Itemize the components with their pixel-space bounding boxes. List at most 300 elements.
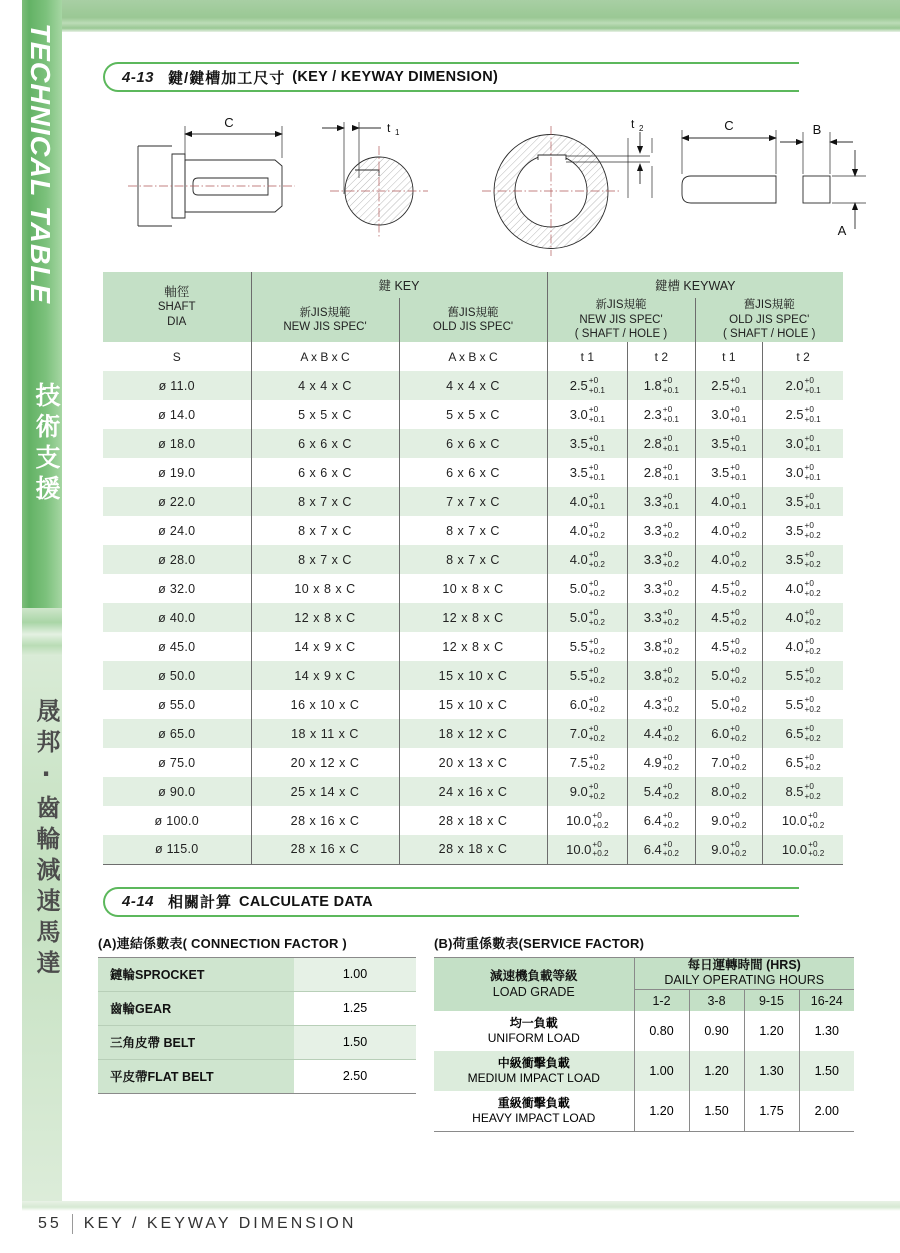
tolerance-limits bbox=[589, 463, 605, 481]
cell-shaft-dia: ø 55.0 bbox=[103, 690, 251, 719]
cell-key-new-jis: 10 x 8 x C bbox=[251, 574, 399, 603]
tolerance-nominal: 8.5 bbox=[785, 784, 804, 799]
tolerance-lower: +0.2 bbox=[804, 762, 821, 772]
tolerance-lower: +0.1 bbox=[804, 443, 821, 453]
tolerance-value bbox=[711, 724, 746, 742]
tolerance-lower: +0.1 bbox=[588, 414, 605, 424]
header-keyway-new-jis bbox=[547, 298, 695, 342]
tolerance-nominal: 4.4 bbox=[643, 726, 662, 741]
tolerance-nominal: 3.8 bbox=[643, 639, 662, 654]
tolerance-value bbox=[711, 492, 746, 510]
tolerance-lower: +0.1 bbox=[804, 385, 821, 395]
cell-key-old-jis: 15 x 10 x C bbox=[399, 661, 547, 690]
header-hours-col: 16-24 bbox=[799, 989, 854, 1011]
symbol-cell: t 2 bbox=[628, 342, 695, 371]
tolerance-upper: +0 bbox=[730, 695, 740, 705]
tolerance-value bbox=[644, 666, 679, 684]
tolerance-value bbox=[644, 695, 679, 713]
tolerance-limits bbox=[730, 521, 746, 539]
tolerance-lower: +0.1 bbox=[588, 385, 605, 395]
tolerance-nominal: 4.0 bbox=[711, 494, 730, 509]
cell-key-new-jis: 14 x 9 x C bbox=[251, 661, 399, 690]
cell-keyway-new-t1 bbox=[547, 719, 628, 748]
tolerance-upper: +0 bbox=[588, 521, 599, 531]
table-row bbox=[103, 603, 843, 632]
tolerance-lower: +0.1 bbox=[730, 472, 747, 482]
tolerance-lower: +0.2 bbox=[592, 820, 609, 830]
tolerance-limits bbox=[805, 666, 821, 684]
tolerance-value bbox=[785, 753, 820, 771]
tolerance-nominal: 4.9 bbox=[643, 755, 662, 770]
tolerance-upper: +0 bbox=[730, 463, 740, 473]
cell-key-old-jis: 5 x 5 x C bbox=[399, 400, 547, 429]
page-number: 55 bbox=[38, 1215, 62, 1232]
cell-keyway-old-t1 bbox=[695, 603, 763, 632]
cell-keyway-old-t1 bbox=[695, 777, 763, 806]
header-key-new-jis bbox=[251, 298, 399, 342]
tolerance-nominal: 6.5 bbox=[785, 755, 804, 770]
cell-keyway-new-t2 bbox=[628, 806, 695, 835]
tolerance-limits bbox=[589, 550, 605, 568]
tolerance-lower: +0.2 bbox=[662, 617, 679, 627]
connection-factor-name: 齒輪GEAR bbox=[98, 991, 294, 1025]
tolerance-upper: +0 bbox=[730, 492, 740, 502]
tolerance-limits bbox=[730, 579, 746, 597]
tolerance-lower: +0.2 bbox=[588, 791, 605, 801]
cell-shaft-dia: ø 14.0 bbox=[103, 400, 251, 429]
tolerance-limits bbox=[730, 840, 746, 858]
tolerance-upper: +0 bbox=[730, 550, 740, 560]
tolerance-nominal: 7.0 bbox=[711, 755, 730, 770]
tolerance-nominal: 1.8 bbox=[643, 378, 662, 393]
tolerance-upper: +0 bbox=[804, 724, 814, 734]
cell-keyway-new-t1 bbox=[547, 632, 628, 661]
header-load-grade-en: LOAD GRADE bbox=[492, 985, 575, 1000]
tolerance-value bbox=[711, 637, 746, 655]
cell-keyway-new-t1 bbox=[547, 545, 628, 574]
tolerance-value bbox=[782, 840, 824, 858]
tolerance-value bbox=[570, 463, 605, 481]
tolerance-nominal: 3.0 bbox=[569, 407, 588, 422]
cell-key-old-jis: 12 x 8 x C bbox=[399, 603, 547, 632]
service-grade-en: HEAVY IMPACT LOAD bbox=[472, 1111, 596, 1125]
header-shaft-en2: DIA bbox=[167, 316, 187, 329]
tolerance-value bbox=[644, 579, 679, 597]
tolerance-nominal: 3.3 bbox=[643, 494, 662, 509]
cell-keyway-new-t2 bbox=[628, 690, 695, 719]
footer-title: KEY / KEYWAY DIMENSION bbox=[83, 1215, 357, 1232]
tolerance-value bbox=[711, 579, 746, 597]
tolerance-value bbox=[785, 608, 820, 626]
page-footer bbox=[38, 1214, 356, 1234]
tolerance-lower: +0.2 bbox=[730, 733, 747, 743]
tolerance-nominal: 10.0 bbox=[566, 841, 592, 857]
tolerance-upper: +0 bbox=[662, 782, 673, 792]
tolerance-upper: +0 bbox=[662, 695, 673, 705]
calc-section-number: 4-14 bbox=[122, 893, 155, 910]
cell-keyway-old-t2 bbox=[763, 777, 843, 806]
cell-keyway-new-t2 bbox=[628, 603, 695, 632]
tolerance-nominal: 2.0 bbox=[785, 378, 804, 393]
service-factor-head bbox=[434, 957, 854, 1011]
cell-key-old-jis: 15 x 10 x C bbox=[399, 690, 547, 719]
tolerance-value bbox=[570, 492, 605, 510]
tolerance-nominal: 3.0 bbox=[711, 407, 730, 422]
tolerance-limits bbox=[663, 753, 679, 771]
table-head bbox=[103, 272, 843, 342]
tolerance-value bbox=[644, 550, 679, 568]
cell-keyway-old-t2 bbox=[763, 371, 843, 400]
tolerance-limits bbox=[730, 550, 746, 568]
tolerance-lower: +0.2 bbox=[730, 559, 747, 569]
table-row bbox=[103, 429, 843, 458]
cell-key-old-jis: 28 x 18 x C bbox=[399, 835, 547, 864]
service-factor-value: 1.30 bbox=[744, 1051, 799, 1091]
tolerance-lower: +0.1 bbox=[730, 501, 747, 511]
tolerance-value bbox=[785, 376, 820, 394]
cell-keyway-old-t2 bbox=[763, 806, 843, 835]
tolerance-nominal: 4.5 bbox=[711, 639, 730, 654]
tolerance-limits bbox=[589, 492, 605, 510]
tolerance-value bbox=[711, 608, 746, 626]
service-factor-value: 1.00 bbox=[634, 1051, 689, 1091]
tolerance-value bbox=[570, 637, 605, 655]
tolerance-nominal: 4.0 bbox=[711, 523, 730, 538]
tolerance-upper: +0 bbox=[804, 492, 814, 502]
tolerance-lower: +0.2 bbox=[730, 588, 747, 598]
tolerance-nominal: 10.0 bbox=[781, 841, 808, 857]
cell-keyway-old-t2 bbox=[763, 719, 843, 748]
tolerance-limits bbox=[589, 782, 605, 800]
tolerance-lower: +0.2 bbox=[730, 617, 747, 627]
tolerance-limits bbox=[730, 695, 746, 713]
tolerance-lower: +0.2 bbox=[588, 733, 605, 743]
tolerance-limits bbox=[805, 550, 821, 568]
tolerance-limits bbox=[730, 492, 746, 510]
tolerance-upper: +0 bbox=[662, 376, 673, 386]
svg-text:A: A bbox=[837, 223, 847, 238]
cell-keyway-old-t1 bbox=[695, 487, 763, 516]
tolerance-limits bbox=[805, 492, 821, 510]
connection-factor-row bbox=[98, 1059, 416, 1093]
tolerance-lower: +0.2 bbox=[808, 820, 825, 830]
cell-key-new-jis: 8 x 7 x C bbox=[251, 545, 399, 574]
cell-key-old-jis: 4 x 4 x C bbox=[399, 371, 547, 400]
tolerance-value bbox=[566, 811, 608, 829]
header-keyway-old-shafthole: ( SHAFT / HOLE ) bbox=[723, 328, 816, 341]
tolerance-upper: +0 bbox=[730, 521, 740, 531]
tolerance-value bbox=[570, 376, 605, 394]
tolerance-limits bbox=[805, 376, 821, 394]
cell-key-old-jis: 6 x 6 x C bbox=[399, 458, 547, 487]
tolerance-upper: +0 bbox=[662, 492, 673, 502]
cell-key-old-jis: 18 x 12 x C bbox=[399, 719, 547, 748]
tolerance-limits bbox=[589, 666, 605, 684]
tolerance-value bbox=[644, 753, 679, 771]
header-hours-col: 9-15 bbox=[744, 989, 799, 1011]
tolerance-value bbox=[644, 376, 679, 394]
cell-keyway-old-t1 bbox=[695, 458, 763, 487]
header-load-grade-cn: 減速機負載等級 bbox=[489, 969, 578, 984]
tolerance-limits bbox=[730, 405, 746, 423]
sidebar-brand-chinese: 技術支援 bbox=[32, 382, 60, 506]
cell-shaft-dia: ø 45.0 bbox=[103, 632, 251, 661]
tolerance-upper: +0 bbox=[662, 840, 673, 850]
symbol-cell: t 1 bbox=[547, 342, 628, 371]
tolerance-lower: +0.1 bbox=[730, 443, 747, 453]
tolerance-value bbox=[711, 376, 746, 394]
tolerance-nominal: 5.5 bbox=[785, 697, 804, 712]
tolerance-lower: +0.2 bbox=[804, 588, 821, 598]
cell-keyway-new-t2 bbox=[628, 371, 695, 400]
tolerance-limits bbox=[663, 463, 679, 481]
tolerance-lower: +0.2 bbox=[662, 704, 679, 714]
cell-keyway-new-t2 bbox=[628, 545, 695, 574]
cell-key-new-jis: 12 x 8 x C bbox=[251, 603, 399, 632]
table-row bbox=[103, 545, 843, 574]
tolerance-upper: +0 bbox=[662, 579, 673, 589]
tolerance-lower: +0.1 bbox=[804, 472, 821, 482]
cell-key-new-jis: 14 x 9 x C bbox=[251, 632, 399, 661]
header-keyway-new-shafthole: ( SHAFT / HOLE ) bbox=[574, 328, 668, 341]
tolerance-lower: +0.1 bbox=[804, 414, 821, 424]
cell-key-old-jis: 20 x 13 x C bbox=[399, 748, 547, 777]
tolerance-limits bbox=[589, 753, 605, 771]
tolerance-upper: +0 bbox=[730, 405, 740, 415]
tolerance-value bbox=[570, 753, 605, 771]
header-key-new-jis-cn: 新JIS規範 bbox=[299, 306, 351, 319]
tolerance-lower: +0.2 bbox=[592, 849, 609, 859]
tolerance-value bbox=[785, 637, 820, 655]
tolerance-limits bbox=[663, 811, 679, 829]
tolerance-lower: +0.2 bbox=[730, 762, 747, 772]
tolerance-value bbox=[785, 666, 820, 684]
tolerance-lower: +0.2 bbox=[588, 704, 605, 714]
cell-keyway-old-t1 bbox=[695, 516, 763, 545]
tolerance-value bbox=[711, 521, 746, 539]
cell-key-new-jis: 18 x 11 x C bbox=[251, 719, 399, 748]
connection-factor-name: 平皮帶FLAT BELT bbox=[98, 1059, 294, 1093]
tolerance-upper: +0 bbox=[730, 811, 740, 821]
section-title-chinese: 鍵/鍵槽加工尺寸 bbox=[168, 69, 286, 87]
cell-key-new-jis: 25 x 14 x C bbox=[251, 777, 399, 806]
calc-badge-edge-mask bbox=[799, 885, 805, 919]
key-keyway-drawing-svg bbox=[90, 98, 880, 258]
calculate-data-area bbox=[98, 933, 900, 1132]
service-factor-value: 1.50 bbox=[689, 1091, 744, 1131]
tolerance-nominal: 3.5 bbox=[711, 465, 730, 480]
service-factor-value: 1.75 bbox=[744, 1091, 799, 1131]
cell-keyway-new-t1 bbox=[547, 806, 628, 835]
service-factor-row bbox=[434, 1011, 854, 1051]
tolerance-lower: +0.2 bbox=[730, 530, 747, 540]
tolerance-upper: +0 bbox=[592, 840, 602, 850]
tolerance-nominal: 2.8 bbox=[643, 436, 662, 451]
cell-keyway-new-t1 bbox=[547, 835, 628, 864]
tolerance-limits bbox=[663, 550, 679, 568]
service-grade-cn: 中級衝擊負載 bbox=[497, 1056, 570, 1071]
tolerance-value bbox=[644, 521, 679, 539]
symbol-row bbox=[103, 342, 843, 371]
tolerance-limits bbox=[730, 637, 746, 655]
tolerance-nominal: 3.3 bbox=[643, 610, 662, 625]
tolerance-value bbox=[711, 666, 746, 684]
cell-keyway-new-t1 bbox=[547, 777, 628, 806]
header-key-group: 鍵 KEY bbox=[251, 272, 547, 298]
tolerance-value bbox=[711, 782, 746, 800]
badge-edge-mask bbox=[799, 60, 805, 94]
calc-section-title-english: CALCULATE DATA bbox=[239, 893, 373, 910]
connection-factor-body bbox=[98, 957, 416, 1093]
header-shaft-dia bbox=[103, 272, 251, 342]
tolerance-upper: +0 bbox=[662, 405, 673, 415]
cell-keyway-old-t1 bbox=[695, 835, 763, 864]
tolerance-upper: +0 bbox=[730, 724, 740, 734]
sidebar-divider-band bbox=[22, 608, 62, 656]
tolerance-upper: +0 bbox=[804, 579, 814, 589]
tolerance-value bbox=[570, 579, 605, 597]
connection-factor-value: 1.00 bbox=[294, 957, 416, 991]
header-keyway-new-jis-en: NEW JIS SPEC' bbox=[579, 313, 663, 326]
tolerance-upper: +0 bbox=[662, 753, 673, 763]
tolerance-value bbox=[644, 637, 679, 655]
service-factor-grade bbox=[434, 1051, 634, 1091]
tolerance-value bbox=[711, 695, 746, 713]
tolerance-upper: +0 bbox=[730, 434, 740, 444]
tolerance-lower: +0.2 bbox=[804, 559, 821, 569]
tolerance-lower: +0.2 bbox=[804, 530, 821, 540]
cell-keyway-new-t2 bbox=[628, 835, 695, 864]
tolerance-nominal: 8.0 bbox=[711, 784, 730, 799]
svg-text:C: C bbox=[224, 115, 234, 130]
tolerance-nominal: 3.5 bbox=[785, 552, 804, 567]
cell-keyway-new-t1 bbox=[547, 400, 628, 429]
tolerance-limits bbox=[730, 753, 746, 771]
tolerance-upper: +0 bbox=[804, 695, 814, 705]
section-header-key-dimension bbox=[103, 62, 803, 92]
symbol-cell: t 1 bbox=[695, 342, 763, 371]
tolerance-limits bbox=[663, 492, 679, 510]
section-title-english: (KEY / KEYWAY DIMENSION) bbox=[292, 69, 499, 85]
cell-keyway-old-t2 bbox=[763, 574, 843, 603]
tolerance-upper: +0 bbox=[588, 434, 599, 444]
tolerance-lower: +0.2 bbox=[662, 675, 679, 685]
tolerance-value bbox=[782, 811, 824, 829]
cell-keyway-new-t1 bbox=[547, 603, 628, 632]
tolerance-limits bbox=[808, 840, 824, 858]
tolerance-value bbox=[711, 405, 746, 423]
connection-factor-value: 1.50 bbox=[294, 1025, 416, 1059]
calc-section-title-chinese: 相關計算 bbox=[168, 894, 233, 911]
tolerance-nominal: 9.0 bbox=[569, 784, 588, 799]
svg-text:2: 2 bbox=[639, 124, 644, 133]
table-row bbox=[103, 458, 843, 487]
cell-keyway-new-t1 bbox=[547, 574, 628, 603]
cell-keyway-old-t1 bbox=[695, 661, 763, 690]
tolerance-upper: +0 bbox=[588, 463, 599, 473]
tolerance-nominal: 4.0 bbox=[785, 639, 804, 654]
cell-shaft-dia: ø 50.0 bbox=[103, 661, 251, 690]
tolerance-lower: +0.1 bbox=[662, 414, 679, 424]
tolerance-upper: +0 bbox=[730, 608, 740, 618]
tolerance-value bbox=[711, 463, 746, 481]
header-hours-col: 1-2 bbox=[634, 989, 689, 1011]
tolerance-nominal: 5.4 bbox=[643, 784, 662, 799]
tolerance-nominal: 10.0 bbox=[566, 813, 592, 828]
tolerance-value bbox=[644, 724, 679, 742]
header-load-grade bbox=[434, 957, 634, 1011]
tolerance-lower: +0.2 bbox=[804, 617, 821, 627]
tolerance-upper: +0 bbox=[588, 608, 599, 618]
connection-factor-name: 三角皮帶 BELT bbox=[98, 1025, 294, 1059]
tolerance-lower: +0.2 bbox=[730, 675, 747, 685]
cell-keyway-new-t1 bbox=[547, 516, 628, 545]
tolerance-value bbox=[785, 434, 820, 452]
header-row-groups bbox=[103, 272, 843, 298]
tolerance-lower: +0.2 bbox=[662, 762, 679, 772]
cell-keyway-new-t1 bbox=[547, 371, 628, 400]
tolerance-value bbox=[785, 695, 820, 713]
tolerance-upper: +0 bbox=[804, 666, 814, 676]
tolerance-limits bbox=[805, 753, 821, 771]
tolerance-upper: +0 bbox=[804, 608, 814, 618]
cell-keyway-new-t2 bbox=[628, 458, 695, 487]
tolerance-limits bbox=[663, 840, 679, 858]
tolerance-lower: +0.2 bbox=[662, 733, 679, 743]
tolerance-limits bbox=[805, 434, 821, 452]
cell-keyway-old-t2 bbox=[763, 603, 843, 632]
service-grade-cn: 均一負載 bbox=[509, 1016, 558, 1031]
tolerance-upper: +0 bbox=[588, 405, 599, 415]
tolerance-lower: +0.2 bbox=[662, 530, 679, 540]
section-number: 4-13 bbox=[122, 68, 155, 86]
tolerance-nominal: 5.5 bbox=[785, 668, 804, 683]
service-factor-table bbox=[434, 957, 854, 1132]
tolerance-nominal: 6.5 bbox=[785, 726, 804, 741]
tolerance-value bbox=[711, 550, 746, 568]
tolerance-value bbox=[570, 695, 605, 713]
tolerance-limits bbox=[730, 608, 746, 626]
tolerance-limits bbox=[663, 695, 679, 713]
tolerance-upper: +0 bbox=[662, 550, 673, 560]
cell-key-old-jis: 8 x 7 x C bbox=[399, 545, 547, 574]
tolerance-upper: +0 bbox=[588, 753, 599, 763]
header-keyway-old-jis-en: OLD JIS SPEC' bbox=[729, 313, 810, 326]
tolerance-lower: +0.2 bbox=[730, 646, 747, 656]
technical-drawings bbox=[90, 98, 900, 258]
table-row bbox=[103, 661, 843, 690]
cell-key-new-jis: 28 x 16 x C bbox=[251, 835, 399, 864]
cell-key-old-jis: 6 x 6 x C bbox=[399, 429, 547, 458]
header-daily-hours-cn: 每日運轉時間 (HRS) bbox=[687, 957, 801, 972]
cell-keyway-old-t2 bbox=[763, 545, 843, 574]
connection-factor-table bbox=[98, 957, 416, 1094]
tolerance-lower: +0.2 bbox=[588, 559, 605, 569]
tolerance-value bbox=[711, 811, 746, 829]
service-factor-value: 0.90 bbox=[689, 1011, 744, 1051]
tolerance-limits bbox=[805, 608, 821, 626]
cell-key-old-jis: 24 x 16 x C bbox=[399, 777, 547, 806]
tolerance-nominal: 4.5 bbox=[711, 581, 730, 596]
tolerance-limits bbox=[589, 608, 605, 626]
tolerance-limits bbox=[663, 434, 679, 452]
tolerance-upper: +0 bbox=[662, 724, 673, 734]
table-row bbox=[103, 719, 843, 748]
tolerance-upper: +0 bbox=[662, 521, 673, 531]
service-factor-block bbox=[434, 933, 854, 1132]
tolerance-upper: +0 bbox=[730, 376, 740, 386]
svg-text:1: 1 bbox=[395, 128, 400, 137]
